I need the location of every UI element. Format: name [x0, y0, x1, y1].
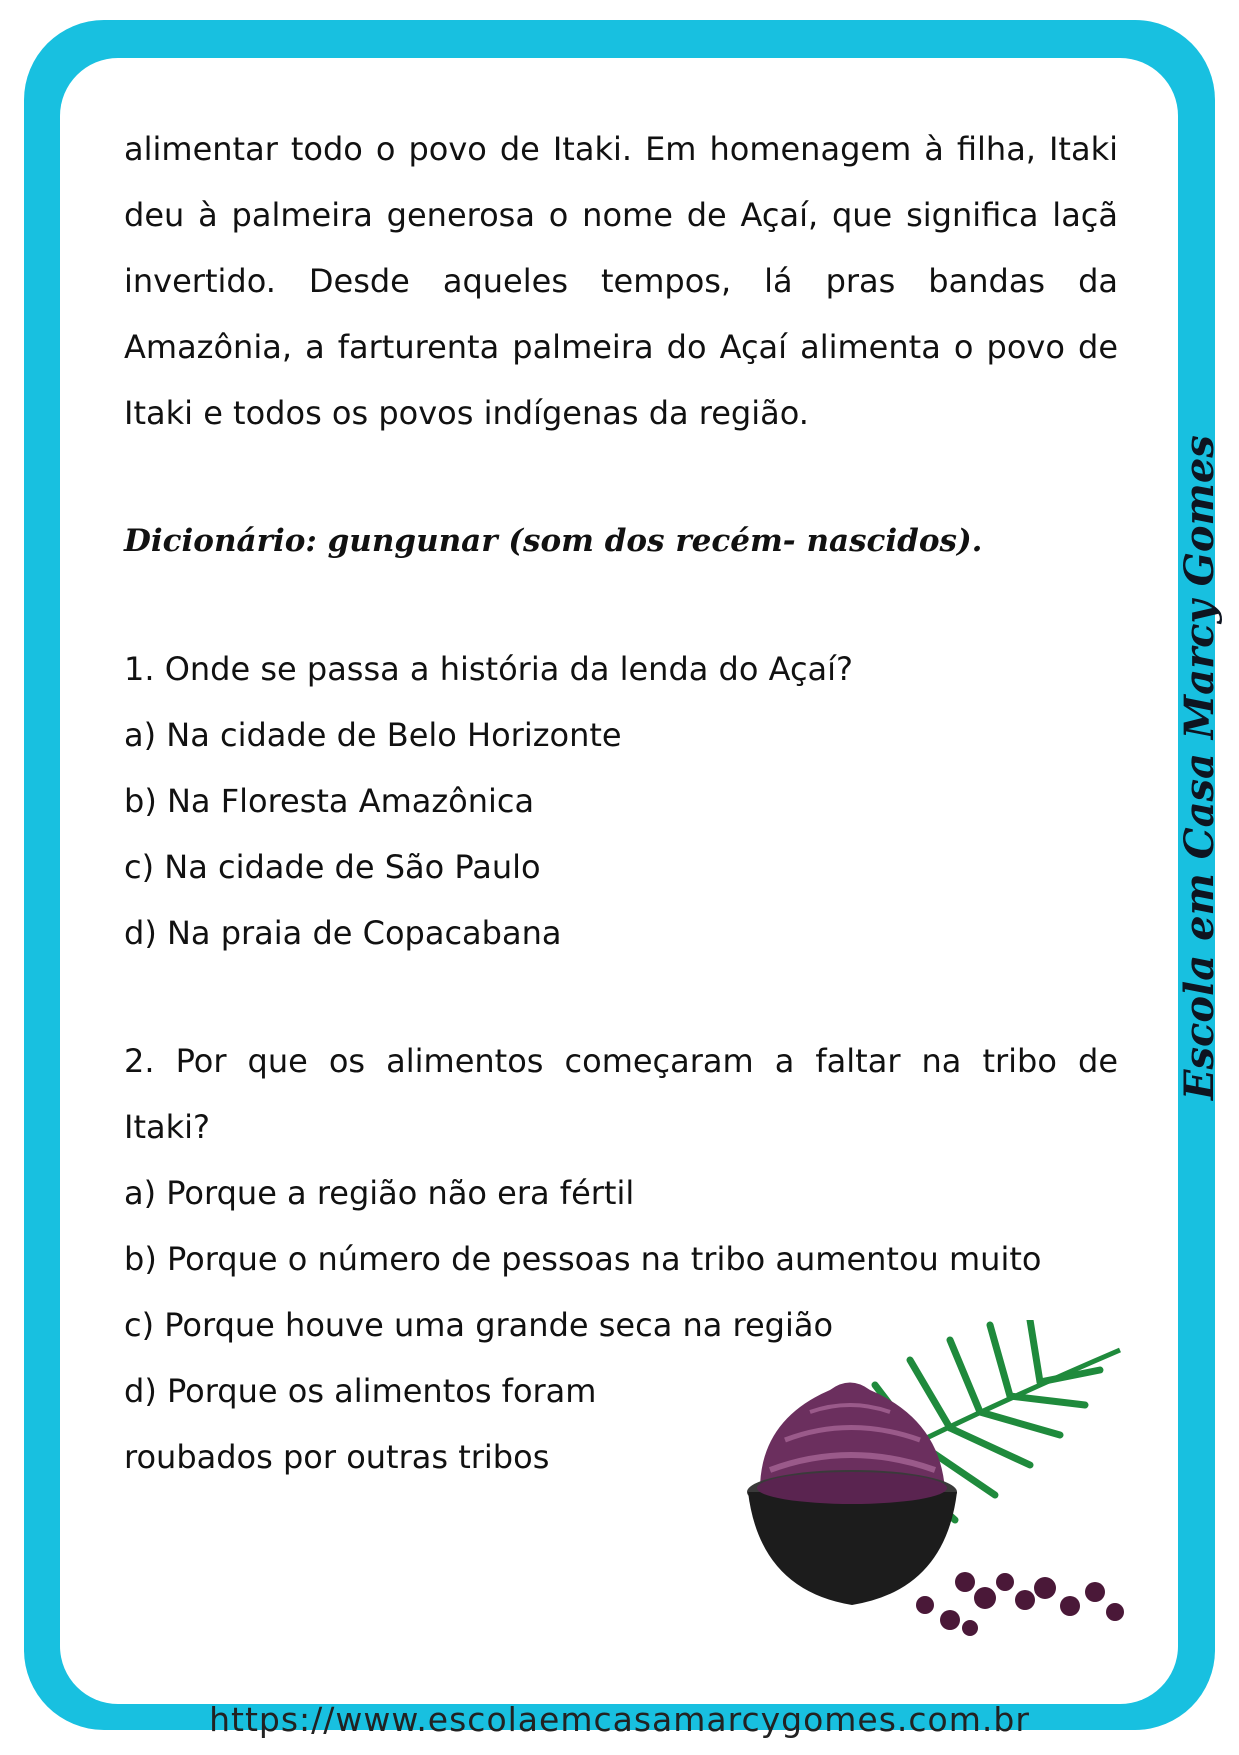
passage-line: alimentar todo o povo de Itaki. Em homenagem à filha, Itaki: [124, 130, 1118, 168]
question-2-prompt-cont: Itaki?: [124, 1108, 210, 1146]
passage-line: Amazônia, a farturenta palmeira do Açaí alimenta o povo de: [124, 328, 1118, 366]
question-2-option: b) Porque o número de pessoas na tribo aumentou muito: [124, 1240, 1042, 1278]
dictionary-note: Dicionário: gungunar (som dos recém- nascidos).: [124, 523, 983, 559]
question-2-option: a) Porque a região não era fértil: [124, 1174, 635, 1212]
question-2-option: d) Porque os alimentos foram: [124, 1372, 597, 1410]
question-1-option: b) Na Floresta Amazônica: [124, 782, 535, 820]
passage-line: Itaki e todos os povos indígenas da região.: [124, 394, 809, 432]
question-1-prompt: 1. Onde se passa a história da lenda do Açaí?: [124, 650, 854, 688]
question-1-option: a) Na cidade de Belo Horizonte: [124, 716, 622, 754]
website-link[interactable]: https://www.escolaemcasamarcygomes.com.br: [209, 1700, 1030, 1739]
acai-berries-icon: [916, 1572, 1124, 1636]
passage-line: deu à palmeira generosa o nome de Açaí, que significa laçã: [124, 196, 1118, 234]
bowl-icon: [747, 1470, 957, 1605]
question-2-prompt: 2. Por que os alimentos começaram a faltar na tribo de: [124, 1042, 1118, 1080]
question-2-option-cont: roubados por outras tribos: [124, 1438, 550, 1476]
side-brand: Escola em Casa Marcy Gomes: [1176, 435, 1223, 1100]
question-2-option: c) Porque houve uma grande seca na região: [124, 1306, 834, 1344]
acai-bowl-illustration: [740, 1320, 1140, 1650]
passage-line: invertido. Desde aqueles tempos, lá pras bandas da: [124, 262, 1118, 300]
question-1-option: c) Na cidade de São Paulo: [124, 848, 541, 886]
question-1-option: d) Na praia de Copacabana: [124, 914, 562, 952]
worksheet-text: [124, 116, 1118, 1490]
